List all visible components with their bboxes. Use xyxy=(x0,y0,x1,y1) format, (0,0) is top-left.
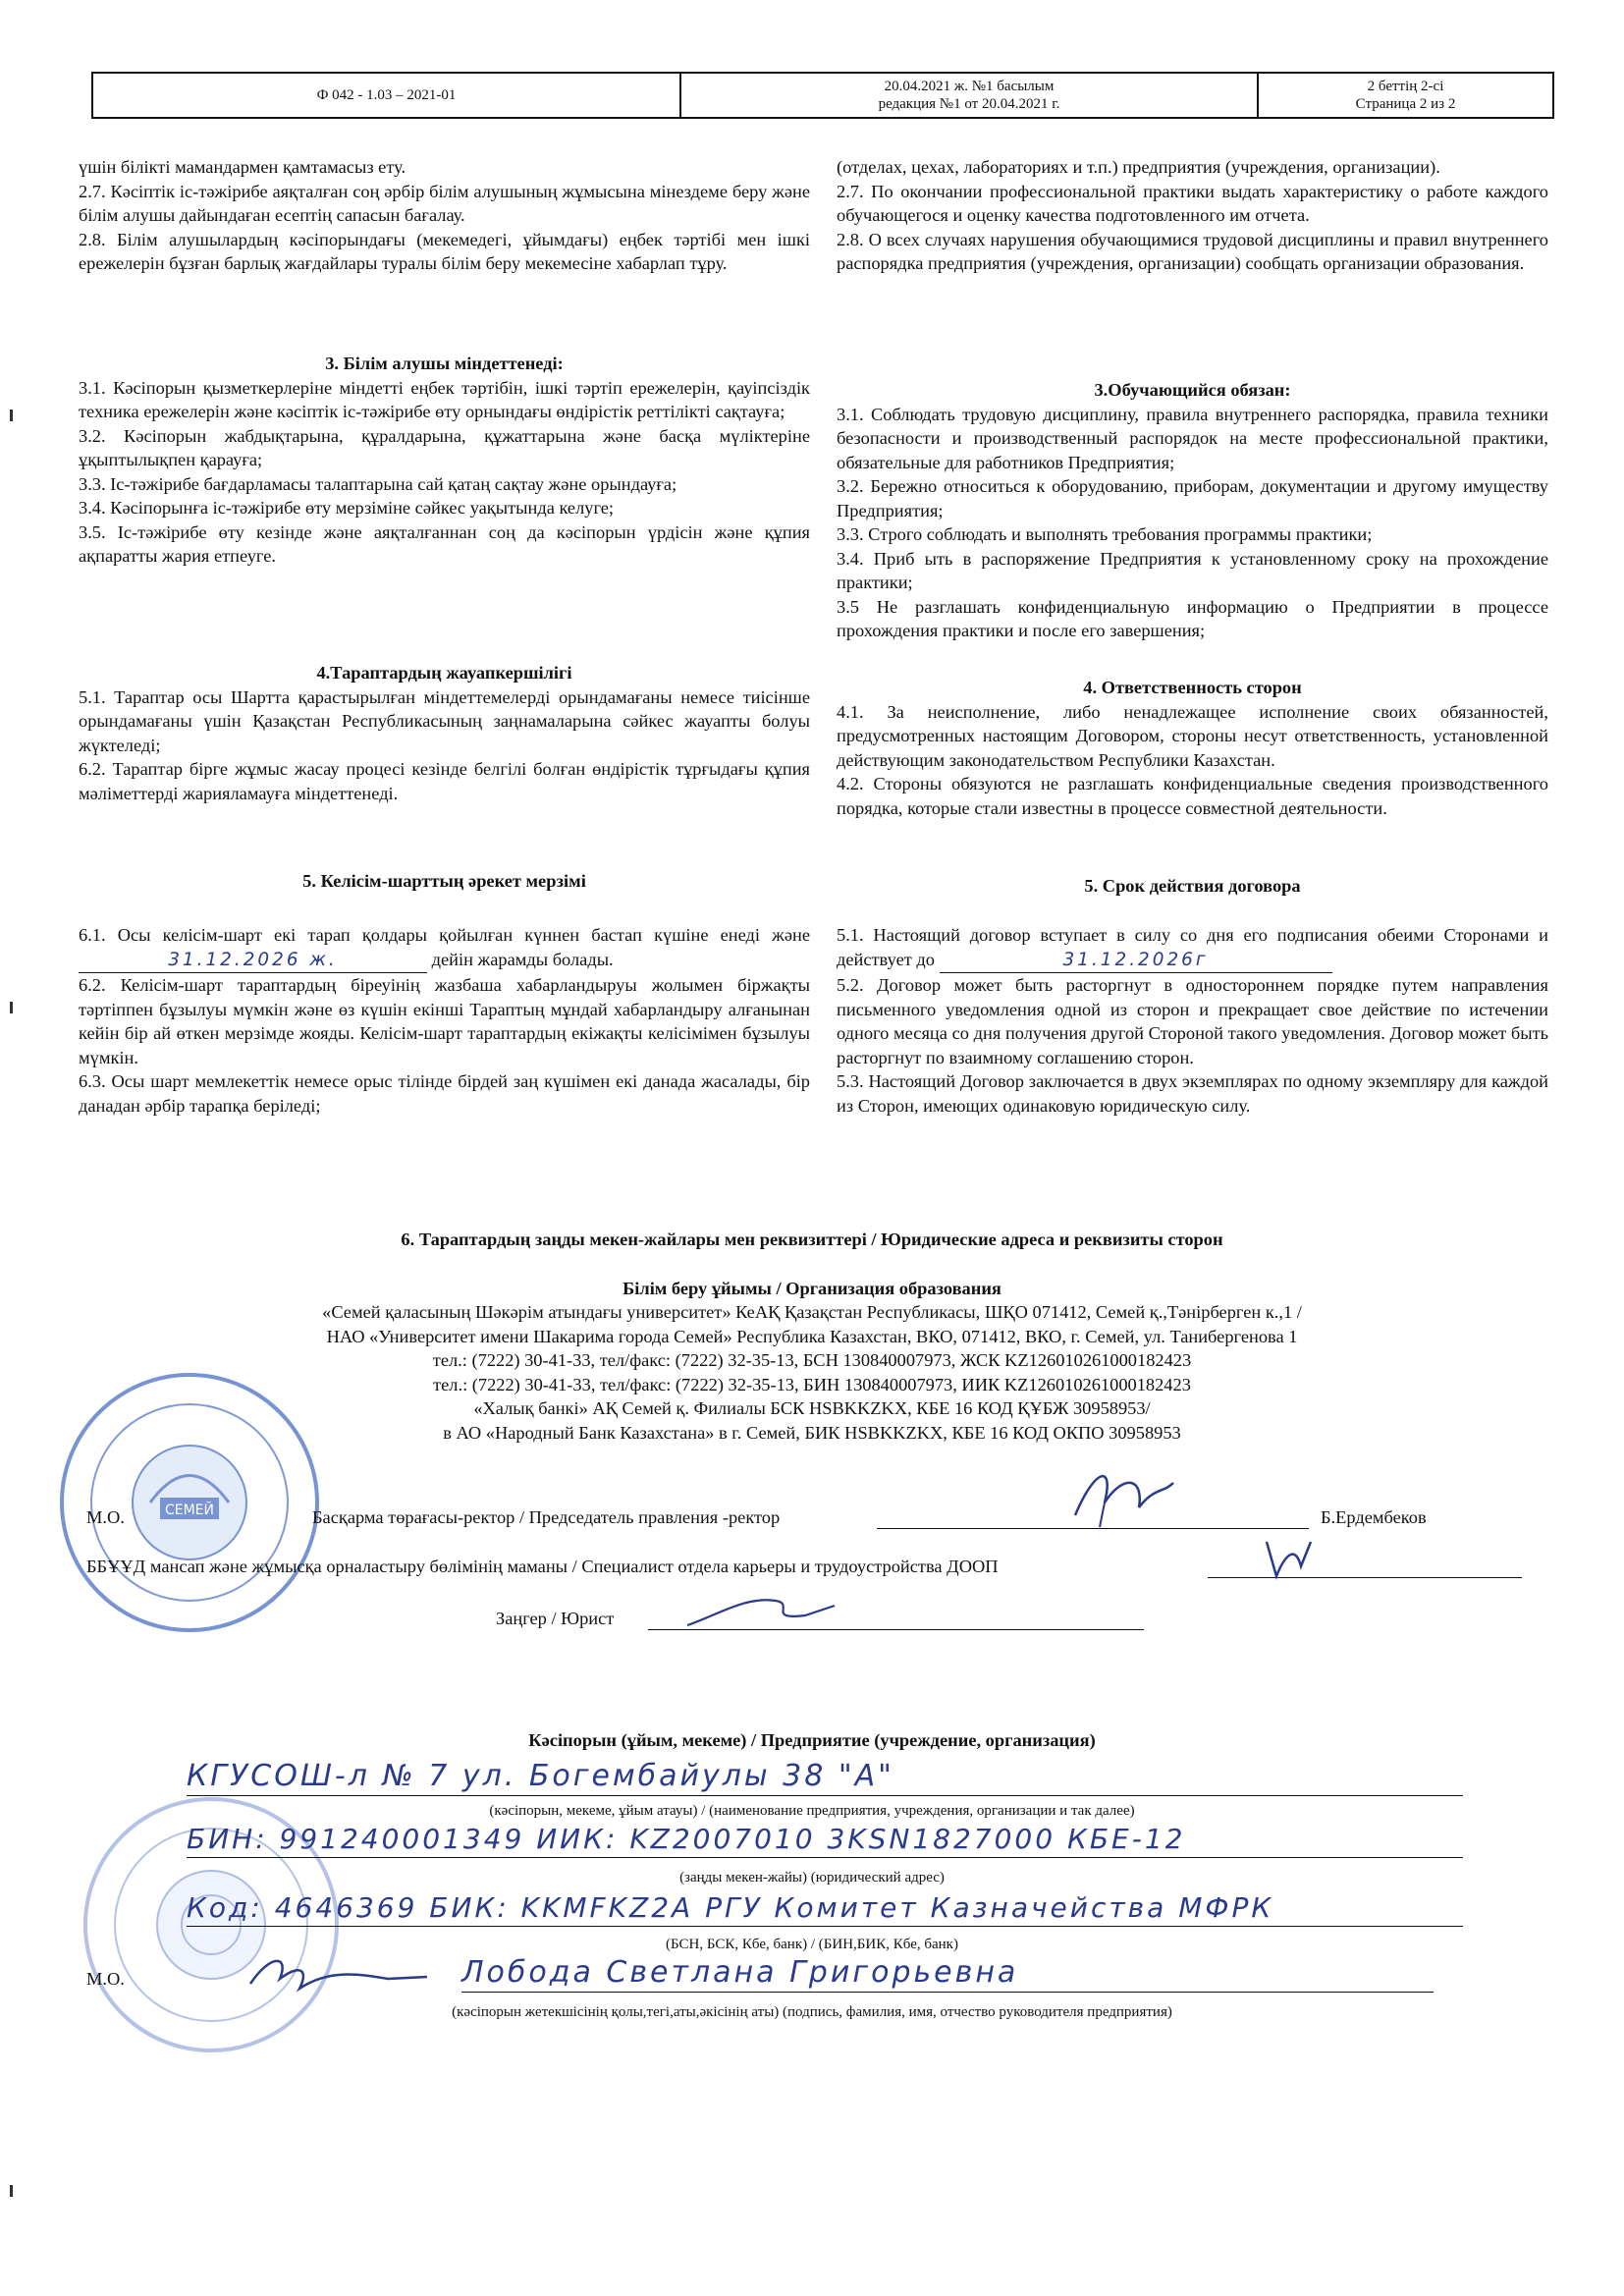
kz-clause-2-7: 2.7. Кәсіптік іс-тәжірибе аяқталған соң әрбір білім алушының жұмысына мінездеме беру және білім алушы дайындаған есептің сапасын бағалау. xyxy=(79,181,810,225)
kz-clause-3-2: 3.2. Кәсіпорын жабдықтарына, құралдарына, құжаттарына және басқа мүліктеріне ұқыптылықпен қарауға; xyxy=(79,425,810,469)
kz-clause-5-1: 5.1. Тараптар осы Шартта қарастырылған міндеттемелерді орындамағаны немесе тиісінше орындамағаны үшін Қазақстан Республикасының заңнамаларына сәйкес жауапты болуы жүктеледі; xyxy=(79,686,810,755)
form-code-cell xyxy=(93,74,681,117)
kazakh-section-4 xyxy=(79,661,810,805)
company-heading: Кәсіпорын (ұйым, мекеме) / Предприятие (учреждение, организация) xyxy=(528,1730,1096,1750)
russian-column xyxy=(837,155,1548,276)
ru-clause-5-2: 5.2. Договор может быть расторгнут в одностороннем порядке путем направления письменного уведомления одной из сторон и прекращает свое действие по истечении одного месяца со дня получения другой Стороной такого уведомления. Договор может быть расторгнут по взаимному соглашению сторон. xyxy=(837,975,1548,1067)
kazakh-section-5 xyxy=(79,869,810,894)
org-bank-ru: в АО «Народный Банк Казахстана» в г. Семей, БИК HSBKKZKX, КБЕ 16 КОД ОКПО 30958953 xyxy=(443,1422,1181,1443)
seal-place-1: М.О. xyxy=(86,1507,125,1527)
ru-clause-5-1-text: 5.1. Настоящий договор вступает в силу со дня его подписания обеими Сторонами и действует до xyxy=(837,925,1548,969)
page-ru: Страница 2 из 2 xyxy=(1355,96,1456,112)
kz-section-3-heading: 3. Білім алушы міндеттенеді: xyxy=(325,354,564,373)
page-kz: 2 беттің 2-сі xyxy=(1367,79,1444,94)
company-head-signature xyxy=(241,1949,437,2003)
edition-kz: 20.04.2021 ж. №1 басылым xyxy=(884,79,1055,94)
company-name-handwritten: КГУСОШ-л № 7 ул. Богембайулы 38 "А" xyxy=(187,1758,1463,1796)
company-address-handwritten: БИН: 991240001349 ИИК: KZ2007010 3KSN1827000 КБЕ-12 xyxy=(187,1822,1463,1858)
ru-clause-5-3: 5.3. Настоящий Договор заключается в двух экземплярах по одному экземпляру для каждой из Сторон, имеющих одинаковую юридическую силу. xyxy=(837,1071,1548,1116)
kz-section-5-heading: 5. Келісім-шарттың әрекет мерзімі xyxy=(302,871,586,891)
ru-clause-3-2: 3.2. Бережно относиться к оборудованию, приборам, документации и другому имуществу Предприятия; xyxy=(837,476,1548,520)
company-head-name-handwritten: Лобода Светлана Григорьевна xyxy=(461,1954,1434,1993)
ru-clause-4-2: 4.2. Стороны обязуются не разглашать конфиденциальные сведения производственного порядка, которые стали известны в процессе совместной деятельности. xyxy=(837,774,1548,818)
kazakh-section-3 xyxy=(79,352,810,569)
kz-clause-3-4: 3.4. Кәсіпорынға іс-тәжірибе өту мерзіміне сәйкес уақытында келуге; xyxy=(79,498,615,518)
org-phone-kz: тел.: (7222) 30-41-33, тел/факс: (7222) 32-35-13, БСН 130840007973, ЖСК KZ126010261000182423 xyxy=(432,1350,1192,1370)
org-line-ru: НАО «Университет имени Шакарима города Семей» Республика Казахстан, ВКО, 071412, ВКО, г. Семей, ул. Танибергенова 1 xyxy=(326,1326,1298,1346)
company-head-caption: (кәсіпорын жетекшісінің қолы,тегі,аты,әкісінің аты) (подпись, фамилия, имя, отчество руководителя предприятия) xyxy=(452,2004,1172,2020)
lawyer-signature xyxy=(677,1586,844,1635)
kz-clause-3-1: 3.1. Кәсіпорын қызметкерлеріне міндетті еңбек тәртібін, ішкі тәртіп ережелерін, қауіпсіздік техника ережелерін және кәсіптік іс-тәжірибе өту орнындағы өндірістік реттілікті сақтауға; xyxy=(79,377,810,421)
russian-section-5 xyxy=(837,874,1548,899)
page-number-cell xyxy=(1259,74,1552,117)
ru-clause-3-4: 3.4. Приб ыть в распоряжение Предприятия к установленному сроку на прохождение практики; xyxy=(837,548,1548,592)
university-stamp xyxy=(57,1370,322,1635)
kz-clause-2-8: 2.8. Білім алушылардың кәсіпорындағы (мекемедегі, ұйымдағы) еңбек тәртібі мен ішкі ережелерін бұзған барлық жағдайлары туралы білім беру мекемесіне хабарлап тұру. xyxy=(79,229,810,273)
org-bank-kz: «Халық банкі» АҚ Семей қ. Филиалы БСК HSBKKZKX, КБЕ 16 КОД ҚҰБЖ 30958953/ xyxy=(473,1398,1151,1418)
company-bank-caption: (БСН, БСК, Кбе, банк) / (БИН,БИК, Кбе, банк) xyxy=(666,1937,958,1952)
ru-clause-intro: (отделах, цехах, лабораториях и т.п.) предприятия (учреждения, организации). xyxy=(837,157,1440,177)
career-specialist-label: ББҰҰД мансап және жұмысқа орналастыру бөлімінің маманы / Специалист отдела карьеры и трудоустройства ДООП xyxy=(86,1557,999,1576)
russian-section-4 xyxy=(837,676,1548,820)
kz-clause-3-3: 3.3. Іс-тәжірибе бағдарламасы талаптарына сай қатаң сақтау және орындауға; xyxy=(79,473,677,494)
rector-signature xyxy=(1065,1458,1183,1532)
kz-clause-6-3: 6.3. Осы шарт мемлекеттік немесе орыс тілінде бірдей заң күшімен екі данада жасалады, бір данадан әрбір тарапқа беріледі; xyxy=(79,1071,810,1116)
kz-clause-6-1-end: дейін жарамды болады. xyxy=(431,949,614,969)
ru-clause-2-8: 2.8. О всех случаях нарушения обучающимися трудовой дисциплины и правил внутреннего распорядка предприятия (учреждения, организации) сообщать организации образования. xyxy=(837,229,1548,273)
scan-mark xyxy=(10,2185,13,2197)
kz-clause-6-2a: 6.2. Тараптар бірге жұмыс жасау процесі кезінде белгілі болған өндірістік тұрғыдағы құпия мәліметтерді жарияламауға міндеттенеді. xyxy=(79,759,810,803)
ru-section-4-heading: 4. Ответственность сторон xyxy=(1083,678,1302,697)
rector-name: Б.Ердембеков xyxy=(1321,1507,1427,1527)
seal-place-2: М.О. xyxy=(86,1969,125,1989)
form-code: Ф 042 - 1.03 – 2021-01 xyxy=(316,87,457,103)
company-address-caption: (заңды мекен-жайы) (юридический адрес) xyxy=(679,1870,945,1886)
scan-mark xyxy=(10,410,13,421)
ru-clause-4-1: 4.1. За неисполнение, либо ненадлежащее исполнение своих обязанностей, предусмотренных настоящим Договором, стороны несут ответственность, установленной действующим законодательством Республики Казахстан. xyxy=(837,701,1548,770)
ru-clause-3-1: 3.1. Соблюдать трудовую дисциплину, правила внутреннего распорядка, правила техники безопасности и производственный распорядок на месте профессиональной практики, обязательные для работников Предприятия; xyxy=(837,404,1548,472)
kz-clause-intro: үшін білікті мамандармен қамтамасыз ету. xyxy=(79,157,406,177)
career-signature xyxy=(1257,1532,1326,1586)
kz-clause-3-5: 3.5. Іс-тәжірибе өту кезінде және аяқталғаннан соң да кәсіпорын үрдісін және құпия ақпаратты жария етпеуге. xyxy=(79,521,810,566)
org-phone-ru: тел.: (7222) 30-41-33, тел/факс: (7222) 32-35-13, БИН 130840007973, ИИК KZ126010261000182423 xyxy=(433,1374,1191,1394)
stamp-center-label: СЕМЕЙ xyxy=(164,1503,215,1518)
ru-section-3-heading: 3.Обучающийся обязан: xyxy=(1094,380,1291,400)
requisites-heading: 6. Тараптардың заңды мекен-жайлары мен реквизиттері / Юридические адреса и реквизиты сторон xyxy=(401,1230,1223,1249)
kz-clause-6-1-text: 6.1. Осы келісім-шарт екі тарап қолдары қойылған күннен бастап күшіне енеді және xyxy=(79,925,810,945)
ru-clause-3-3: 3.3. Строго соблюдать и выполнять требования программы практики; xyxy=(837,524,1373,544)
ru-section-5-heading: 5. Срок действия договора xyxy=(1084,876,1301,896)
company-bank-handwritten: Код: 4646369 БИК: KKMFKZ2A РГУ Комитет Казначейства МФРК xyxy=(187,1890,1463,1927)
ru-clause-3-5: 3.5 Не разглашать конфиденциальную информацию о Предприятии в процессе прохождения практики и после его завершения; xyxy=(837,596,1548,640)
kazakh-section-5-body xyxy=(79,923,810,1118)
org-line-kz: «Семей қаласының Шәкәрім атындағы университет» КеАҚ Қазақстан Республикасы, ШҚО 071412, Семей қ.,Тәнірберген к.,1 / xyxy=(322,1302,1302,1322)
edition-cell xyxy=(681,74,1259,117)
company-name-caption: (кәсіпорын, мекеме, ұйым атауы) / (наименование предприятия, учреждения, организации и так далее) xyxy=(489,1803,1135,1819)
kz-clause-6-2: 6.2. Келісім-шарт тараптардың біреуінің жазбаша хабарландыруы жолымен біржақты тәртіппен бұзылуы мүмкін және өз күшін екінші Тараптың мұндай хабарландыру алғанынан кейін бір ай өткен мерзімде жояды. Келісім-шарт тараптардың екіжақты келісімімен бұзылуы мүмкін. xyxy=(79,975,810,1067)
russian-section-3 xyxy=(837,378,1548,643)
ru-validity-date: 31.12.2026г xyxy=(940,949,1332,974)
kz-validity-date: 31.12.2026 ж. xyxy=(79,949,427,974)
russian-section-5-body xyxy=(837,923,1548,1118)
rector-label: Басқарма төрағасы-ректор / Председатель правления -ректор xyxy=(312,1507,781,1527)
kazakh-column xyxy=(79,155,810,276)
scan-mark xyxy=(10,1002,13,1013)
ru-clause-5-1 xyxy=(837,923,1548,973)
edition-ru: редакция №1 от 20.04.2021 г. xyxy=(878,96,1060,112)
lawyer-label: Заңгер / Юрист xyxy=(496,1609,615,1628)
career-signature-line xyxy=(1208,1577,1522,1578)
kz-clause-6-1 xyxy=(79,923,810,973)
education-org-heading: Білім беру ұйымы / Организация образования xyxy=(623,1279,1001,1298)
ru-clause-2-7: 2.7. По окончании профессиональной практики выдать характеристику о работе каждого обучающегося и оценку качества подготовленного им отчета. xyxy=(837,181,1548,225)
document-header-table xyxy=(91,72,1554,119)
kz-section-4-heading: 4.Тараптардың жауапкершілігі xyxy=(316,663,572,683)
